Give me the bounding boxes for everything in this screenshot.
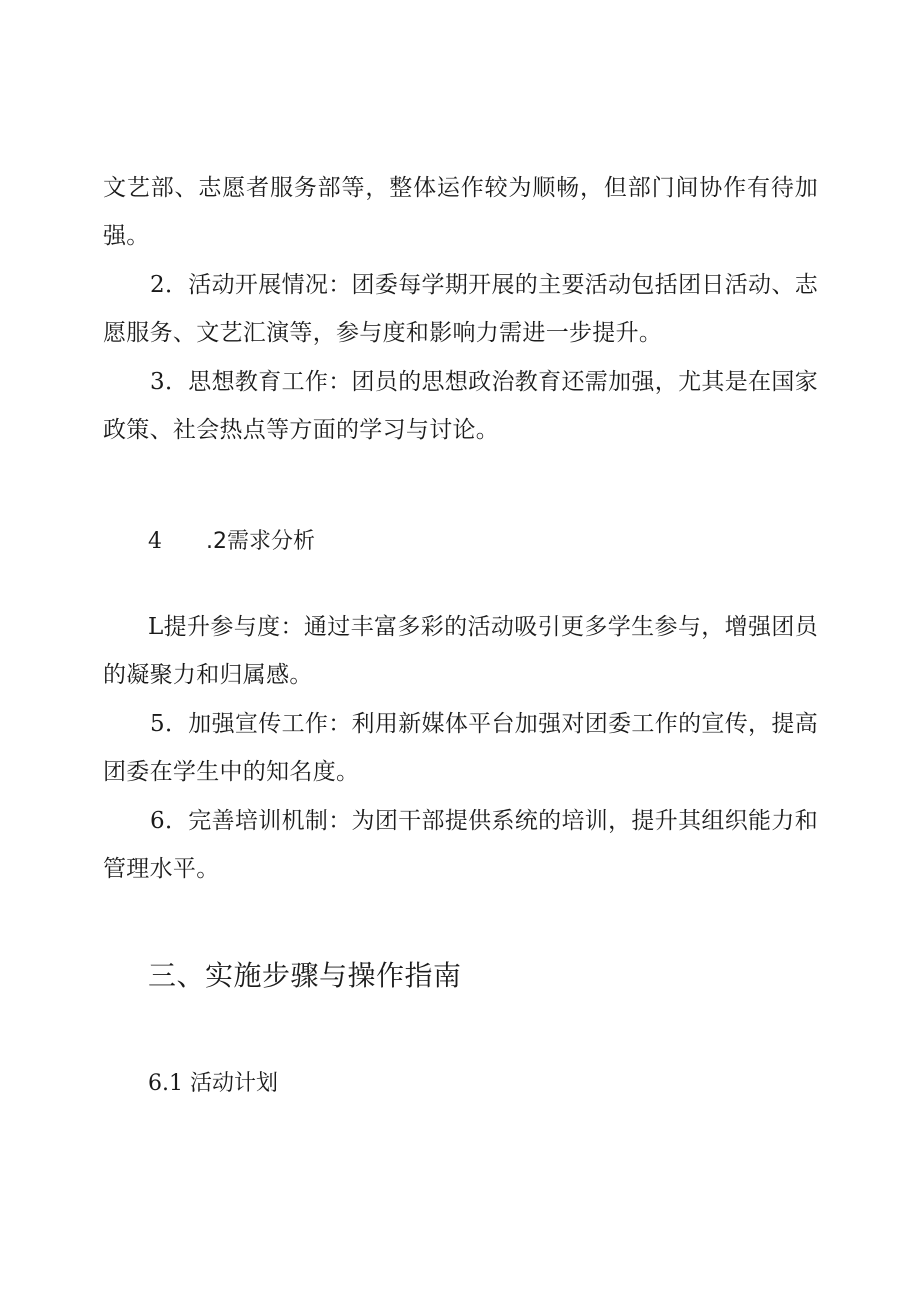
list-item-training-line-1: 6．完善培训机制：为团干部提供系统的培训，提升其组织能力和 [150, 808, 818, 834]
list-item-ideology-line-1: 3．思想教育工作：团员的思想政治教育还需加强，尤其是在国家 [150, 369, 818, 395]
paragraph-department-line-1: 文艺部、志愿者服务部等，整体运作较为顺畅，但部门间协作有待加 [103, 175, 818, 201]
list-item-participation-line-1: L提升参与度：通过丰富多彩的活动吸引更多学生参与，增强团员 [148, 614, 818, 640]
list-item-publicity-line-2: 团委在学生中的知名度。 [103, 759, 360, 785]
list-item-activities-line-2: 愿服务、文艺汇演等，参与度和影响力需进一步提升。 [103, 320, 663, 346]
list-item-publicity-line-1: 5．加强宣传工作：利用新媒体平台加强对团委工作的宣传，提高 [150, 711, 818, 737]
list-item-activities-line-1: 2．活动开展情况：团委每学期开展的主要活动包括团日活动、志 [150, 272, 818, 298]
list-item-training-line-2: 管理水平。 [103, 856, 220, 882]
paragraph-department-line-2: 强。 [103, 223, 150, 249]
list-item-participation-line-2: 的凝聚力和归属感。 [103, 662, 313, 688]
section-4-2-number: 4 [148, 529, 162, 554]
chapter-3-heading: 三、实施步骤与操作指南 [148, 959, 462, 992]
section-6-1-title: 活动计划 [190, 1071, 279, 1096]
list-item-ideology-line-2: 政策、社会热点等方面的学习与讨论。 [103, 417, 500, 443]
section-4-2-title: .2需求分析 [206, 529, 315, 554]
section-6-1-number: 6.1 [148, 1071, 183, 1096]
